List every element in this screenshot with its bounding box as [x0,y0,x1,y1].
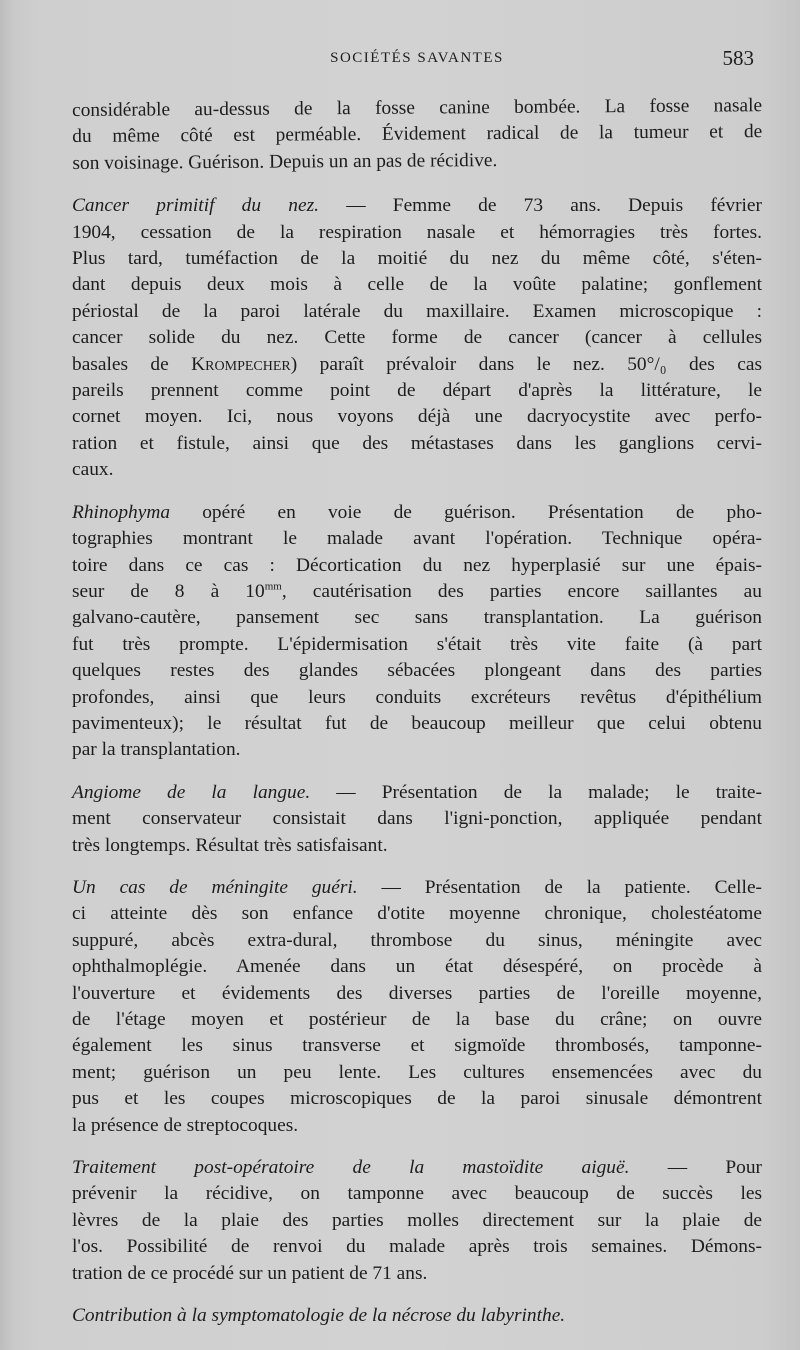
text-line: pus et les coupes microscopiques de la paroi sinusale démontrent [72,1088,762,1110]
section-heading-cancer: Cancer primitif du nez. [72,195,319,217]
text-line [72,352,762,378]
paragraph-cancer-nez [72,193,762,483]
text-line: dant depuis deux mois à celle de la voûte palatine; gonflement [72,274,762,296]
text-run: — Présentation de la patiente. Celle- [357,876,763,898]
text-line: fut très prompte. L'épidermisation s'était très vite faite (à part [72,633,762,655]
text-run: , cautérisation des parties encore saillantes au [281,580,762,602]
text-line: l'ouverture et évidements des diverses parties de l'oreille moyenne, [72,982,762,1004]
text-line: toire dans ce cas : Décortication du nez hyperplasié sur une épais- [72,554,762,576]
page-header [72,38,762,86]
text-run: ) paraît prévaloir dans le nez. 50°/₀ des cas [290,353,762,375]
section-heading-mastoidite: Traitement post-opératoire de la mastoïdite aiguë. [72,1157,630,1179]
text-line: la présence de streptocoques. [72,1114,299,1136]
body-text [72,95,763,1329]
running-head: SOCIÉTÉS SAVANTES [330,50,504,66]
unit-superscript: mm [264,580,282,593]
paragraph-continuation [72,93,763,177]
author-name: Krompecher [191,353,291,375]
text-line [72,1155,762,1181]
text-run: basales de [72,353,192,375]
text-line: profondes, ainsi que leurs conduits excréteurs revêtus d'épithélium [72,686,762,708]
section-heading-rhinophyma: Rhinophyma [72,501,171,523]
paragraph-mastoidite [72,1155,762,1287]
text-line: suppuré, abcès extra-dural, thrombose du sinus, méningite avec [72,929,762,951]
book-page [72,38,762,1338]
text-line: cornet moyen. Ici, nous voyons déjà une dacryocystite avec perfo- [72,406,762,428]
text-line: du même côté est perméable. Évidement radical de la tumeur et de [72,121,763,148]
section-heading-labyrinthe: Contribution à la symptomatologie de la nécrose du labyrinthe. [72,1305,566,1327]
paragraph-labyrinthe [72,1303,762,1329]
text-line: très longtemps. Résultat très satisfaisant. [72,834,388,856]
text-line [72,500,762,526]
text-line: pareils prennent comme point de départ d'après la littérature, le [72,380,762,402]
section-heading-meningite: Un cas de méningite guéri. [72,876,358,898]
section-heading-angiome: Angiome de la langue. [72,781,311,803]
text-line: ophthalmoplégie. Amenée dans un état désespéré, on procède à [72,956,762,978]
text-line: périostal de la paroi latérale du maxillaire. Examen microscopique : [72,300,762,322]
text-line [72,780,762,806]
text-line: lèvres de la plaie des parties molles directement sur la plaie de [72,1209,762,1231]
text-line: Plus tard, tuméfaction de la moitié du nez du même côté, s'éten- [72,248,762,270]
text-line: galvano-cautère, pansement sec sans transplantation. La guérison [72,607,762,629]
text-run: opéré en voie de guérison. Présentation de pho- [170,501,762,523]
text-line: ment conservateur consistait dans l'igni-ponction, appliquée pendant [72,808,762,830]
text-run: seur de 8 à 10 [72,580,265,602]
text-line: pavimenteux); le résultat fut de beaucoup meilleur que celui obtenu [72,712,762,734]
text-run: — Présentation de la malade; le traite- [310,781,762,803]
text-line: ci atteinte dès son enfance d'otite moyenne chronique, cholestéatome [72,903,762,925]
text-run: — Femme de 73 ans. Depuis février [318,195,762,217]
text-line: quelques restes des glandes sébacées plongeant dans des parties [72,660,762,682]
text-line: considérable au-dessus de la fosse canine bombée. La fosse nasale [72,95,763,121]
text-line [72,193,762,219]
text-line: également les sinus transverse et sigmoïde thrombosés, tamponne- [72,1035,762,1057]
text-line: cancer solide du nez. Cette forme de cancer (cancer à cellules [72,327,762,349]
text-line: prévenir la récidive, on tamponne avec beaucoup de succès les [72,1183,762,1205]
text-line: tographies montrant le malade avant l'opération. Technique opéra- [72,528,762,550]
text-line: son voisinage. Guérison. Depuis un an pas de récidive. [72,149,498,174]
text-line: ment; guérison un peu lente. Les cultures ensemencées avec du [72,1061,762,1083]
text-line: tration de ce procédé sur un patient de 71 ans. [72,1262,428,1284]
text-run: — Pour [629,1157,763,1179]
paragraph-meningite [72,875,762,1139]
text-line: caux. [72,459,114,481]
text-line: ration et fistule, ainsi que des métastases dans les ganglions cervi- [72,432,762,454]
text-line: de l'étage moyen et postérieur de la base du crâne; on ouvre [72,1009,762,1030]
text-line [72,579,762,605]
page-number: 583 [722,46,754,70]
text-line: 1904, cessation de la respiration nasale et hémorragies très fortes. [72,221,762,243]
paragraph-angiome [72,780,762,859]
text-line [72,875,762,901]
paragraph-rhinophyma [72,500,762,764]
text-line: par la transplantation. [72,739,241,761]
text-line: l'os. Possibilité de renvoi du malade après trois semaines. Démons- [72,1236,762,1258]
